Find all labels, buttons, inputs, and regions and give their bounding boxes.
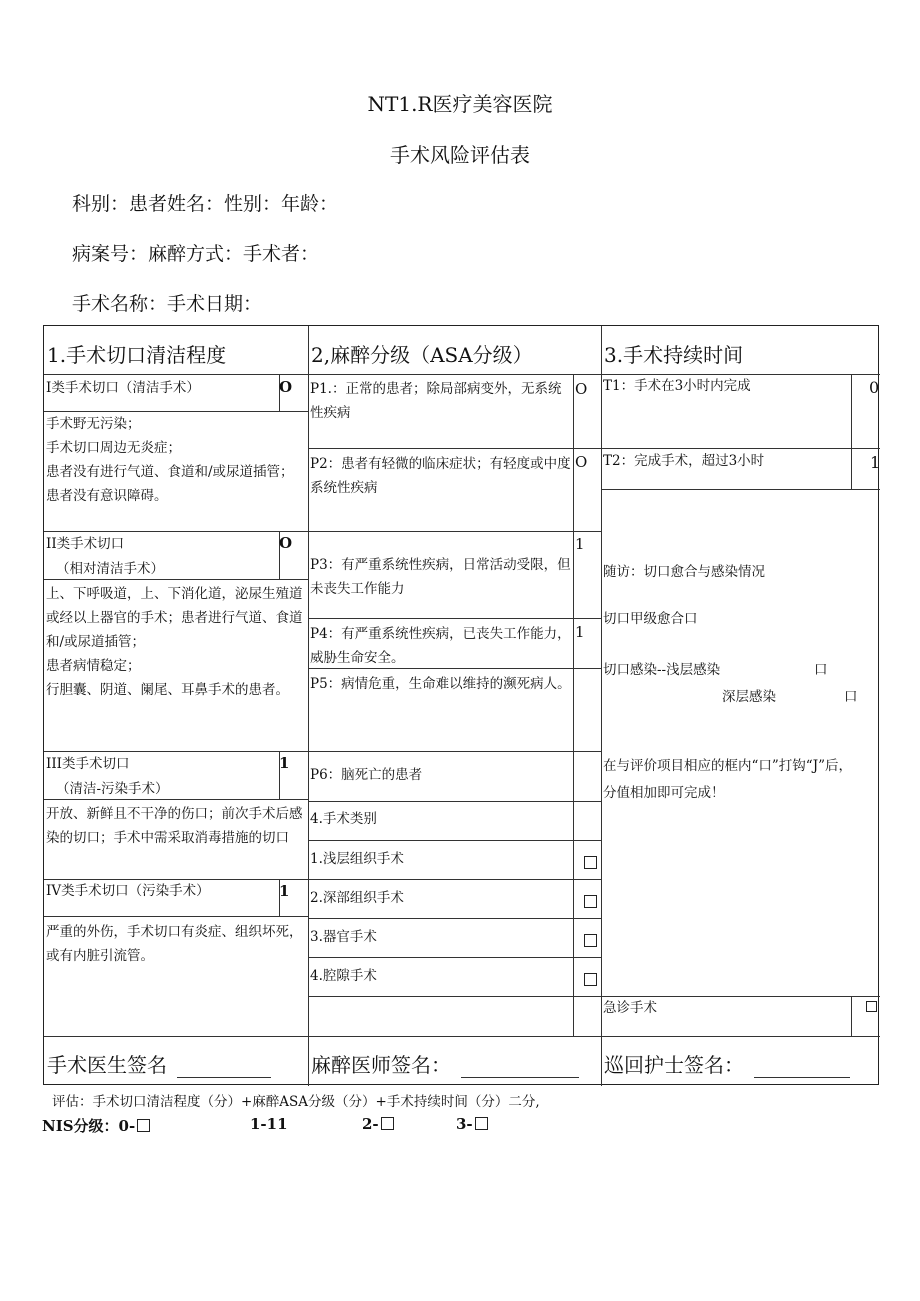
info-line-case-anesthesia: 病案号：麻醉方式：手术者： <box>72 243 320 265</box>
duration-t2-score: 1 <box>870 453 881 472</box>
surgery-type-2: 2.深部组织手术 <box>310 890 404 906</box>
infection-shallow: 切口感染--浅层感染 <box>603 662 721 678</box>
infection-shallow-box[interactable]: 口 <box>814 662 828 678</box>
info-line-dept-patient: 科别：患者姓名：性别：年龄： <box>72 193 339 215</box>
asa-p3: P3：有严重系统性疾病，日常活动受限，但未丧失工作能力 <box>310 557 571 597</box>
info-line-surgery-date: 手术名称：手术日期： <box>72 293 263 315</box>
score-formula: 评估：手术切口清洁程度（分）+麻醉ASA分级（分）+手术持续时间（分）二分, <box>52 1094 540 1110</box>
asa-p5: P5：病情危重，生命难以维持的濒死病人。 <box>310 676 571 692</box>
asa-p2: P2：患者有轻微的临床症状；有轻度或中度系统性疾病 <box>310 456 571 496</box>
surgery-type-3: 3.器官手术 <box>310 929 377 945</box>
col-header-asa: 2,麻醉分级（ASA分级） <box>311 343 533 367</box>
instruction-text: 在与评价项目相应的框内“口”打钩“J”后，分值相加即可完成！ <box>603 758 853 801</box>
infection-deep: 深层感染 <box>722 689 776 705</box>
duration-t1: T1：手术在3小时内完成 <box>603 378 751 394</box>
infection-deep-box[interactable]: 口 <box>844 689 858 705</box>
nis-2-checkbox[interactable] <box>381 1117 394 1130</box>
class-ii-title: II类手术切口 <box>46 536 125 552</box>
surgery-type-3-checkbox[interactable] <box>584 934 597 947</box>
emergency-checkbox[interactable] <box>866 1001 877 1012</box>
class-ii-subtitle: （相对清洁手术） <box>56 561 164 577</box>
surgery-type-header: 4.手术类别 <box>310 811 377 827</box>
surgeon-signature[interactable]: 手术医生签名 <box>47 1049 271 1078</box>
class-iii-title: III类手术切口 <box>46 756 130 772</box>
class-iv-desc: 严重的外伤，手术切口有炎症、组织坏死，或有内脏引流管。 <box>46 924 303 964</box>
nurse-signature[interactable]: 巡回护士签名： <box>604 1049 850 1078</box>
class-i-desc: 手术野无污染； 手术切口周边无炎症； 患者没有进行气道、食道和/或尿道插管； 患者没有意识障碍。 <box>46 416 294 504</box>
asa-p1-score: O <box>575 380 588 398</box>
col-header-incision: 1.手术切口清洁程度 <box>47 343 227 367</box>
surgery-type-4: 4.腔隙手术 <box>310 968 377 984</box>
hospital-name: NT1.R医疗美容医院 <box>367 92 553 116</box>
class-ii-desc: 上、下呼吸道，上、下消化道，泌尿生殖道或经以上器官的手术；患者进行气道、食道和/或尿道插管； 患者病情稳定； 行胆囊、阴道、阑尾、耳鼻手术的患者。 <box>46 586 303 698</box>
nis-grade-1: 1-11 <box>250 1115 288 1133</box>
anesthetist-signature[interactable]: 麻醉医师签名： <box>311 1049 579 1078</box>
class-iii-score: 1 <box>279 754 290 772</box>
class-iii-desc: 开放、新鲜且不干净的伤口；前次手术后感染的切口；手术中需采取消毒措施的切口 <box>46 806 303 846</box>
surgery-type-1: 1.浅层组织手术 <box>310 851 404 867</box>
nis-0-checkbox[interactable] <box>137 1119 150 1132</box>
class-iii-subtitle: （清洁-污染手术） <box>56 781 169 797</box>
class-i-title: I类手术切口（清洁手术） <box>46 380 200 396</box>
duration-t2: T2：完成手术，超过3小时 <box>603 453 765 469</box>
class-iv-score: 1 <box>279 882 290 900</box>
form-title: 手术风险评估表 <box>390 143 530 167</box>
nis-grade-0: NIS分级：0- <box>42 1115 150 1136</box>
asa-p3-score: 1 <box>575 535 585 553</box>
col-header-duration: 3.手术持续时间 <box>604 343 744 367</box>
nis-grade-2: 2- <box>362 1115 394 1133</box>
nis-grade-3: 3- <box>456 1115 488 1133</box>
surgery-type-1-checkbox[interactable] <box>584 856 597 869</box>
followup-label: 随访：切口愈合与感染情况 <box>603 564 765 580</box>
asa-p1: P1.：正常的患者；除局部病变外，无系统性疾病 <box>310 381 562 421</box>
class-iv-title: IV类手术切口（污染手术） <box>46 883 210 899</box>
emergency-label: 急诊手术 <box>603 1000 657 1016</box>
class-ii-score: O <box>279 534 293 552</box>
risk-assessment-form <box>43 325 879 1085</box>
class-i-score: O <box>279 378 293 396</box>
incision-healing: 切口甲级愈合口 <box>603 611 698 627</box>
nis-3-checkbox[interactable] <box>475 1117 488 1130</box>
asa-p2-score: O <box>575 453 588 471</box>
surgery-type-2-checkbox[interactable] <box>584 895 597 908</box>
asa-p6: P6：脑死亡的患者 <box>310 767 423 783</box>
duration-t1-score: 0 <box>869 378 880 397</box>
surgery-type-4-checkbox[interactable] <box>584 973 597 986</box>
asa-p4-score: 1 <box>575 623 585 641</box>
asa-p4: P4：有严重系统性疾病，已丧失工作能力，威胁生命安全。 <box>310 626 571 666</box>
